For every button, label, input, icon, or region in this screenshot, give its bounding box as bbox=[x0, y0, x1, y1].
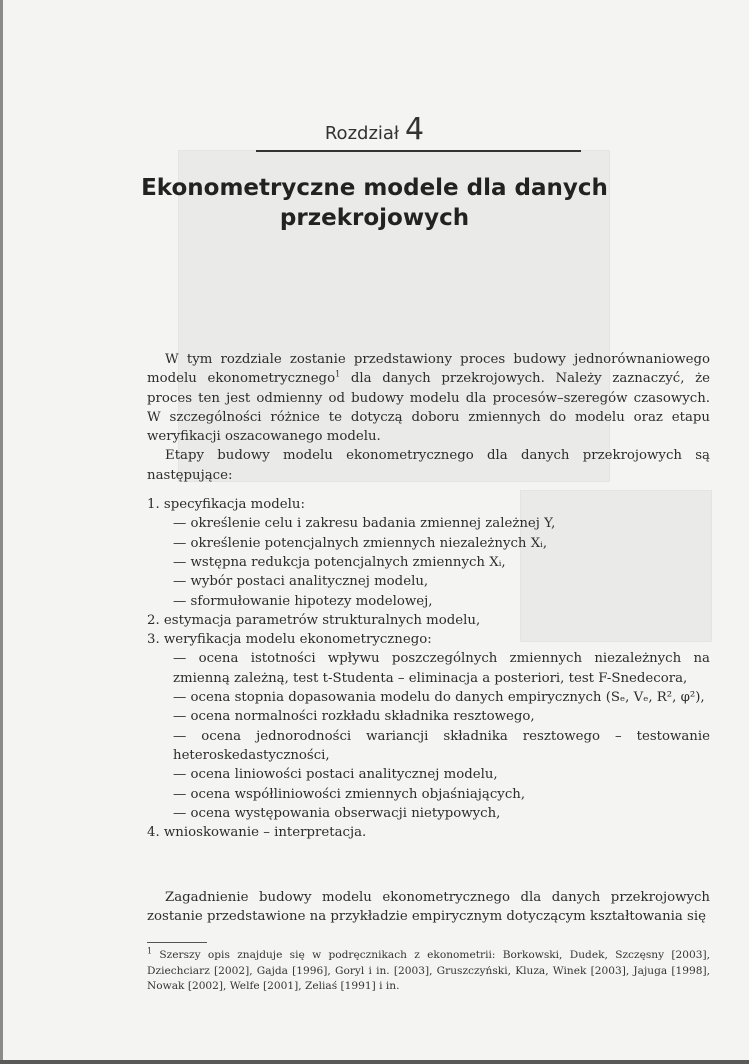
footnote bbox=[147, 948, 710, 995]
closing-text bbox=[147, 888, 710, 927]
chapter-title-line-1: Ekonometryczne modele dla danych bbox=[141, 175, 608, 201]
chapter-title-line-2: przekrojowych bbox=[279, 205, 470, 231]
stage-item bbox=[147, 630, 710, 823]
chapter-label bbox=[0, 112, 749, 147]
stage-subitem: — ocena stopnia dopasowania modelu do danych empirycznych (Sₑ, Vₑ, R², φ²), bbox=[173, 690, 705, 706]
chapter-word: Rozdział bbox=[324, 123, 400, 144]
stage-subitem: — ocena jednorodności wariancji składnika resztowego – testowanie heteroskedastyczności, bbox=[173, 728, 710, 763]
stages-list bbox=[147, 495, 710, 842]
footnote-rule bbox=[147, 942, 207, 943]
stages-intro-paragraph: Etapy budowy modelu ekonometrycznego dla danych przekrojowych są następujące: bbox=[147, 448, 710, 483]
stage-item bbox=[147, 495, 710, 611]
intro-text-b: dla danych przekrojowych. Należy zaznaczyć, że proces ten jest odmienny od budowy modelu dla procesów–szeregów czasowych. W szczególności różnice te dotyczą doboru zmiennych do modelu oraz etapu weryfikacji oszacowanego modelu. bbox=[147, 371, 710, 445]
stage-label: 2. estymacja parametrów strukturalnych modelu, bbox=[147, 612, 481, 628]
stage-subitem: — określenie celu i zakresu badania zmiennej zależnej Y, bbox=[173, 516, 556, 532]
chapter-rule bbox=[256, 150, 581, 152]
stage-subitem: — ocena istotności wpływu poszczególnych zmiennych niezależnych na zmienną zależną, test t-Studenta – eliminacja a posteriori, test F-Snedecora, bbox=[173, 651, 710, 686]
chapter-number: 4 bbox=[405, 112, 425, 147]
intro-text-a: W tym rozdziale zostanie przedstawiony proces budowy jednorównaniowego modelu ekonometrycznego bbox=[147, 352, 710, 387]
page-edge-shadow bbox=[0, 0, 3, 1064]
stage-subitem: — ocena współliniowości zmiennych objaśniających, bbox=[173, 786, 526, 802]
stage-subitem: — wstępna redukcja potencjalnych zmiennych Xᵢ, bbox=[173, 554, 506, 570]
stage-subitem: — wybór postaci analitycznej modelu, bbox=[173, 574, 429, 590]
footnote-text: Szerszy opis znajduje się w podręcznikach z ekonometrii: Borkowski, Dudek, Szczęsny [2003], Dziechciarz [2002], Gajda [1996], Goryl i in. [2003], Gruszczyński, Kluza, Winek [2003], Jajuga [1998], Nowak [2002], Welfe [2001], Zeliaś [1991] i in. bbox=[147, 949, 710, 992]
stage-subitem: — ocena występowania obserwacji nietypowych, bbox=[173, 805, 501, 821]
main-text bbox=[147, 350, 710, 842]
closing-paragraph: Zagadnienie budowy modelu ekonometrycznego dla danych przekrojowych zostanie przedstawione na przykładzie empirycznym dotyczącym kształtowania się bbox=[147, 890, 710, 925]
stage-subitem: — określenie potencjalnych zmiennych niezależnych Xᵢ, bbox=[173, 535, 548, 551]
stage-label: 4. wnioskowanie – interpretacja. bbox=[147, 825, 367, 841]
stage-item bbox=[147, 823, 710, 842]
stage-subitem: — ocena liniowości postaci analitycznej modelu, bbox=[173, 767, 498, 783]
page-bottom-edge bbox=[0, 1060, 749, 1064]
stage-label: 1. specyfikacja modelu: bbox=[147, 497, 305, 513]
stage-subitem: — ocena normalności rozkładu składnika resztowego, bbox=[173, 709, 535, 725]
intro-paragraph bbox=[147, 350, 710, 446]
stage-item bbox=[147, 611, 710, 630]
stage-subitem: — sformułowanie hipotezy modelowej, bbox=[173, 593, 433, 609]
chapter-title bbox=[0, 173, 749, 233]
stage-label: 3. weryfikacja modelu ekonometrycznego: bbox=[147, 632, 432, 648]
footnote-marker: 1 bbox=[147, 946, 153, 956]
footnote-ref: 1 bbox=[335, 369, 341, 379]
